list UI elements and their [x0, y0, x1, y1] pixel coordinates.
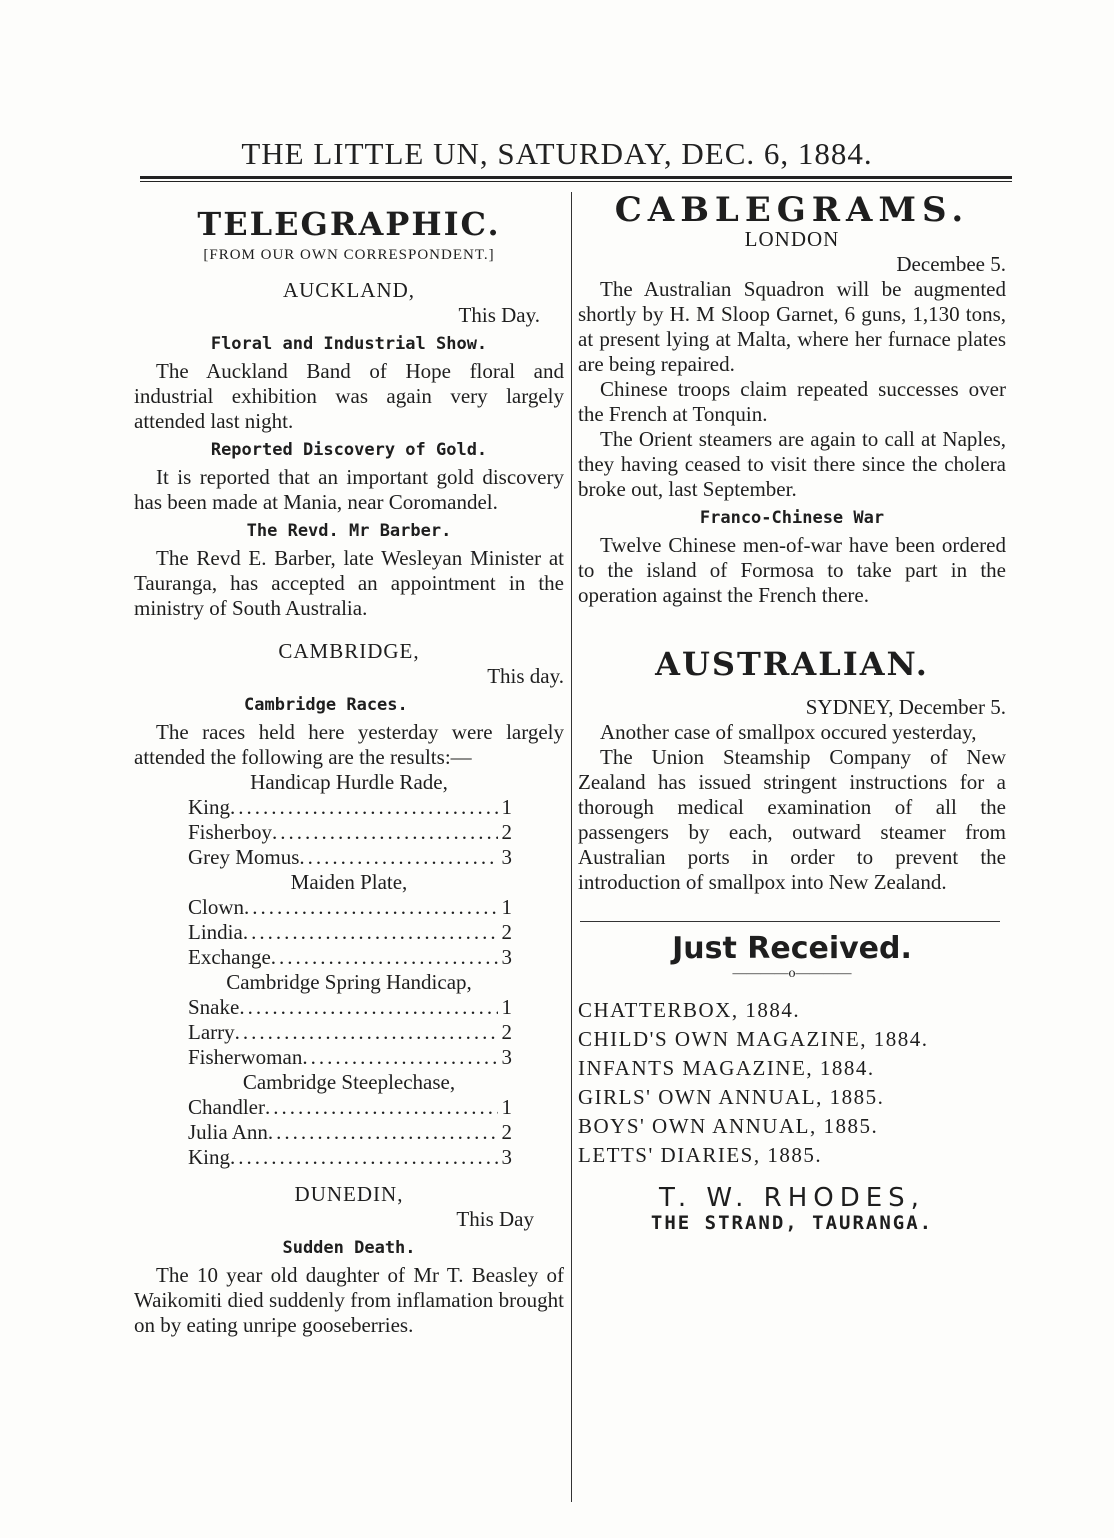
dunedin-place: DUNEDIN,: [294, 1182, 404, 1206]
horse-name: Fisherwoman: [188, 1045, 303, 1069]
story-head: The Revd. Mr Barber.: [246, 521, 452, 541]
horse-place: 2: [501, 1020, 512, 1044]
race-result: [134, 945, 564, 970]
horse-place: 1: [501, 995, 512, 1019]
race-result: [134, 1020, 564, 1045]
horse-name: Fisherboy: [188, 820, 272, 844]
just-received-title: Just Received.: [672, 931, 912, 966]
race-result: [134, 1120, 564, 1145]
auckland-dateline: This Day.: [458, 303, 540, 327]
horse-place: 2: [501, 1120, 512, 1144]
horse-place: 3: [501, 1145, 512, 1169]
cambridge-dateline: This day.: [487, 664, 564, 688]
australian-paragraph: The Union Steamship Company of New Zealand has issued stringent instructions for a thorough medical examination of all the passengers by each, outward steamer from Australian ports in order to prevent the introduction of smallpox into New Zealand.: [578, 745, 1006, 894]
london-dateline: Decembee 5.: [896, 252, 1006, 276]
horse-name: Exchange: [188, 945, 271, 969]
cambridge-races-head: Cambridge Races.: [244, 695, 408, 715]
story-body: It is reported that an important gold discovery has been made at Mania, near Coromandel.: [134, 465, 564, 514]
horse-place: 3: [501, 945, 512, 969]
story-body: The Revd E. Barber, late Wesleyan Minister at Tauranga, has accepted an appointment in the ministry of South Australia.: [134, 546, 564, 620]
horse-name: Julia Ann: [188, 1120, 268, 1144]
sudden-death-head: Sudden Death.: [282, 1238, 416, 1258]
dunedin-dateline: This Day: [456, 1207, 534, 1231]
advert-item: INFANTS MAGAZINE, 1884.: [578, 1056, 875, 1080]
horse-place: 1: [501, 795, 512, 819]
horse-name: Clown: [188, 895, 245, 919]
horse-name: Grey Momus: [188, 845, 300, 869]
race-title: Cambridge Steeplechase,: [242, 1070, 456, 1094]
horse-place: 2: [501, 920, 512, 944]
cable-paragraph: Chinese troops claim repeated successes over the French at Tonquin.: [578, 377, 1006, 426]
cambridge-intro: The races held here yesterday were largely attended the following are the results:—: [134, 720, 564, 769]
header-rule: [140, 176, 1012, 179]
advert-list: [578, 996, 1006, 1170]
cablegrams-title: CABLEGRAMS.: [614, 190, 970, 230]
story-head: Floral and Industrial Show.: [210, 334, 488, 354]
race-result: [134, 820, 564, 845]
horse-place: 3: [501, 1045, 512, 1069]
horse-name: King: [188, 795, 230, 819]
race-title: Handicap Hurdle Rade,: [250, 770, 448, 794]
section-rule: [580, 921, 1000, 922]
column-divider: [571, 192, 572, 1502]
race-result: [134, 920, 564, 945]
right-column: [578, 190, 1006, 1236]
telegraphic-title: TELEGRAPHIC.: [197, 205, 501, 243]
advert-item: CHILD'S OWN MAGAZINE, 1884.: [578, 1027, 929, 1051]
advert-item: BOYS' OWN ANNUAL, 1885.: [578, 1114, 879, 1138]
horse-place: 1: [501, 895, 512, 919]
cable-paragraph: The Orient steamers are again to call at Naples, they having ceased to visit there since the cholera broke out, last September.: [578, 427, 1006, 501]
franco-chinese-body: Twelve Chinese men-of-war have been ordered to the island of Formosa to take part in the operation against the French there.: [578, 533, 1006, 607]
race-result: [134, 845, 564, 870]
just-received-divider: ————o————: [732, 966, 852, 981]
advert-item: GIRLS' OWN ANNUAL, 1885.: [578, 1085, 885, 1109]
horse-place: 3: [501, 845, 512, 869]
horse-place: 1: [501, 1095, 512, 1119]
race-title: Maiden Plate,: [290, 870, 408, 894]
auckland-place: AUCKLAND,: [282, 278, 416, 302]
horse-place: 2: [501, 820, 512, 844]
merchant-name: T. W. RHODES,: [659, 1183, 925, 1213]
race-result: [134, 995, 564, 1020]
race-title: Cambridge Spring Handicap,: [226, 970, 472, 994]
horse-name: Chandler: [188, 1095, 265, 1119]
race-result: [134, 795, 564, 820]
australian-paragraph: Another case of smallpox occured yesterday,: [600, 720, 977, 744]
cable-paragraph: The Australian Squadron will be augmented shortly by H. M Sloop Garnet, 6 guns, 1,130 tons, at present lying at Malta, where her furnace plates are being repaired.: [578, 277, 1006, 376]
london-place: LONDON: [744, 227, 840, 251]
telegraphic-subtitle: [FROM OUR OWN CORRESPONDENT.]: [203, 247, 495, 263]
horse-name: Larry: [188, 1020, 235, 1044]
race-result: [134, 1045, 564, 1070]
australian-title: AUSTRALIAN.: [655, 645, 929, 683]
advert-item: CHATTERBOX, 1884.: [578, 998, 801, 1022]
horse-name: King: [188, 1145, 230, 1169]
merchant-address: THE STRAND, TAURANGA.: [650, 1212, 934, 1234]
race-result: [134, 1145, 564, 1170]
sudden-death-body: The 10 year old daughter of Mr T. Beasley of Waikomiti died suddenly from inflamation brought on by eating unripe gooseberries.: [134, 1263, 564, 1337]
advert-item: LETTS' DIARIES, 1885.: [578, 1143, 823, 1167]
race-result: [134, 895, 564, 920]
franco-chinese-head: Franco-Chinese War: [699, 508, 885, 528]
masthead-title: THE LITTLE UN, SATURDAY, DEC. 6, 1884.: [241, 136, 873, 171]
header-rule-thin: [140, 181, 1012, 182]
left-column: [134, 205, 564, 1338]
sydney-dateline: SYDNEY, December 5.: [805, 695, 1006, 719]
horse-name: Lindia: [188, 920, 243, 944]
horse-name: Snake: [188, 995, 240, 1019]
story-head: Reported Discovery of Gold.: [210, 440, 488, 460]
cambridge-place: CAMBRIDGE,: [278, 639, 420, 663]
race-result: [134, 1095, 564, 1120]
story-body: The Auckland Band of Hope floral and industrial exhibition was again very largely attended last night.: [134, 359, 564, 433]
